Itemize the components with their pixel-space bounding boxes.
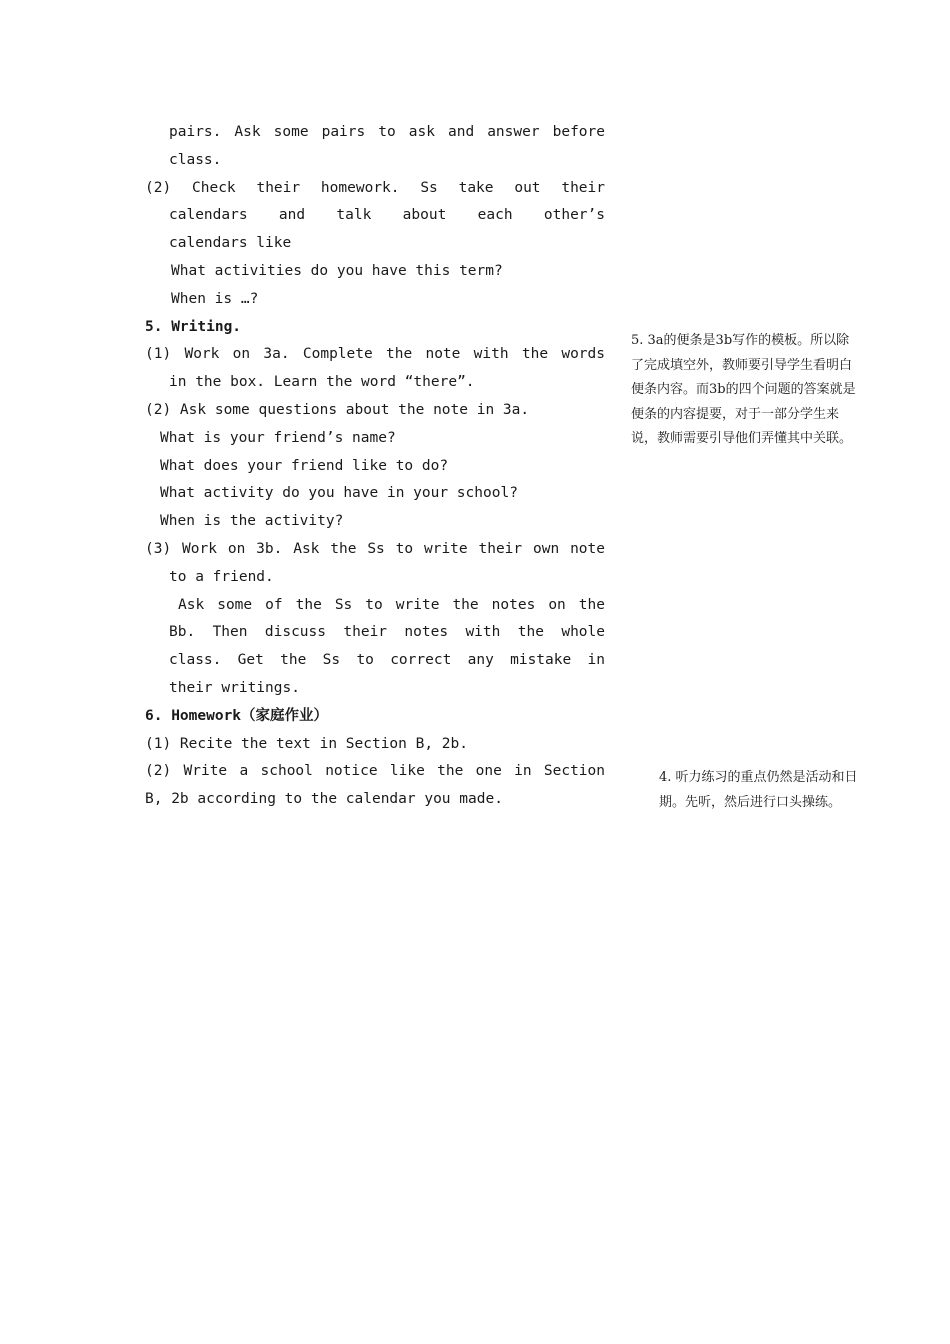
- text-line: in the box. Learn the word “there”.: [169, 374, 475, 391]
- question-line: What is your friend’s name?: [160, 429, 396, 446]
- lesson-plan-body: [145, 119, 605, 814]
- question-line: What does your friend like to do?: [160, 457, 449, 474]
- question-line: When is the activity?: [160, 513, 344, 530]
- text-line: class.: [169, 151, 222, 168]
- text-line: calendars and talk about each other’s: [169, 207, 605, 224]
- text-line: their writings.: [169, 679, 300, 696]
- text-line: (1) Recite the text in Section B, 2b.: [145, 735, 469, 752]
- text-line: What activities do you have this term?: [171, 262, 503, 279]
- section-heading-homework: 6. Homework（家庭作业）: [145, 707, 329, 724]
- section-heading-writing: 5. Writing.: [145, 318, 242, 335]
- text-line: calendars like: [169, 235, 292, 252]
- text-line: (3) Work on 3b. Ask the Ss to write their own note: [145, 540, 605, 557]
- text-line: (1) Work on 3a. Complete the note with the words: [145, 346, 605, 363]
- text-line: to a friend.: [169, 568, 274, 585]
- text-line: Bb. Then discuss their notes with the whole: [169, 624, 605, 641]
- question-line: What activity do you have in your school?: [160, 485, 518, 502]
- text-line: When is …?: [171, 290, 259, 307]
- text-line: (2) Check their homework. Ss take out their: [145, 179, 605, 196]
- text-line: pairs. Ask some pairs to ask and answer before: [169, 124, 605, 140]
- text-line: Ask some of the Ss to write the notes on the: [178, 596, 605, 613]
- text-line: B, 2b according to the calendar you made.: [145, 791, 503, 808]
- margin-note-writing: 5. 3a的便条是3b写作的模板。所以除了完成填空外，教师要引导学生看明白便条内容。而3b的四个问题的答案就是便条的内容提要，对于一部分学生来说，教师需要引导他们弄懂其中关联。: [631, 333, 856, 447]
- margin-note-listening: 4. 听力练习的重点仍然是活动和日期。先听，然后进行口头操练。: [659, 770, 858, 810]
- text-line: (2) Ask some questions about the note in 3a.: [145, 401, 530, 418]
- text-line: class. Get the Ss to correct any mistake in: [169, 652, 605, 669]
- text-line: (2) Write a school notice like the one in Section: [145, 763, 605, 780]
